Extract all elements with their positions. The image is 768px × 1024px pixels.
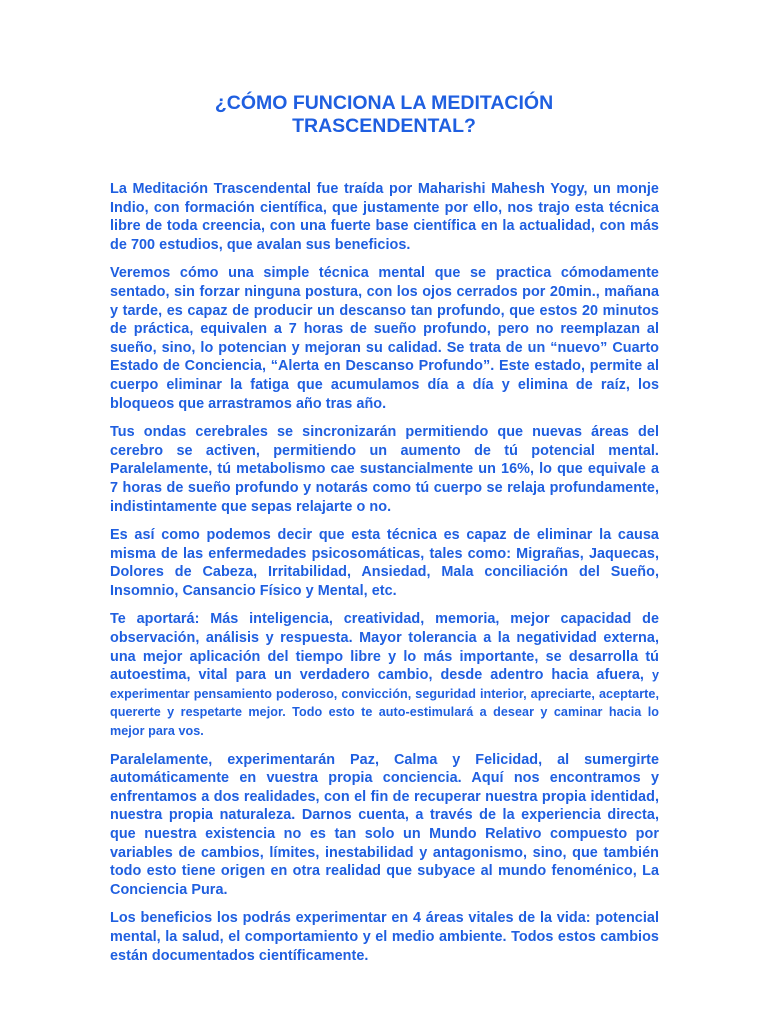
document-body <box>110 180 659 975</box>
paragraph-benefits-list <box>110 610 659 740</box>
paragraph-intro: La Meditación Trascendental fue traída por Maharishi Mahesh Yogy, un monje Indio, con formación científica, que justamente por ello, nos trajo esta técnica libre de toda creencia, con una fuerte base científica en la actualidad, con más de 700 estudios, que avalan sus beneficios. <box>110 181 659 253</box>
paragraph-benefits-main: Te aportará: Más inteligencia, creatividad, memoria, mejor capacidad de observación, análisis y respuesta. Mayor tolerancia a la negatividad externa, una mejor aplicación del tiempo libre y lo más importante, se desarrolla tú autoestima, vital para un verdadero cambio, desde adentro hacia afuera, <box>110 611 659 684</box>
paragraph-brainwaves: Tus ondas cerebrales se sincronizarán permitiendo que nuevas áreas del cerebro se activen, permitiendo un aumento de tú potencial mental. Paralelamente, tú metabolismo cae sustancialmente un 16%, lo que equivale a 7 horas de sueño profundo y notarás como tú cuerpo se relaja profundamente, indistintamente que sepas relajarte o no. <box>110 424 659 515</box>
page-title <box>0 92 768 138</box>
paragraph-peace: Paralelamente, experimentarán Paz, Calma y Felicidad, al sumergirte automáticamente en vuestra propia conciencia. Aquí nos encontramos y enfrentamos a dos realidades, con el fin de recuperar nuestra propia identidad, nuestra propia naturaleza. Darnos cuenta, a través de la experiencia directa, que nuestra existencia no es tan solo un Mundo Relativo compuesto por variables de cambios, límites, inestabilidad y antagonismo, sino, que también todo esto tiene origen en otra realidad que subyace al mundo fenoménico, La Conciencia Pura. <box>110 751 659 898</box>
paragraph-psychosomatic: Es así como podemos decir que esta técnica es capaz de eliminar la causa misma de las enfermedades psicosomáticas, tales como: Migrañas, Jaquecas, Dolores de Cabeza, Irritabilidad, Ansiedad, Mala conciliación del Sueño, Insomnio, Cansancio Físico y Mental, etc. <box>110 527 659 599</box>
paragraph-areas: Los beneficios los podrás experimentar en 4 áreas vitales de la vida: potencial mental, la salud, el comportamiento y el medio ambiente. Todos estos cambios están documentados científicamente. <box>110 910 659 964</box>
title-line-1: ¿CÓMO FUNCIONA LA MEDITACIÓN <box>214 92 554 114</box>
paragraph-technique: Veremos cómo una simple técnica mental que se practica cómodamente sentado, sin forzar ninguna postura, con los ojos cerrados por 20min., mañana y tarde, es capaz de producir un descanso tan profundo, que estos 20 minutos de práctica, equivalen a 7 horas de sueño profundo, pero no reemplazan al sueño, sino, lo potencian y mejoran su calidad. Se trata de un “nuevo” Cuarto Estado de Conciencia, “Alerta en Descanso Profundo”. Este estado, permite al cuerpo eliminar la fatiga que acumulamos día a día y elimina de raíz, los bloqueos que arrastramos año tras año. <box>110 265 659 412</box>
paragraph-benefits-small: y experimentar pensamiento poderoso, convicción, seguridad interior, apreciarte, aceptarte, quererte y respetarte mejor. Todo esto te auto-estimulará a desear y caminar hacia lo mejor para vos. <box>110 668 659 739</box>
title-line-2: TRASCENDENTAL? <box>292 115 476 137</box>
